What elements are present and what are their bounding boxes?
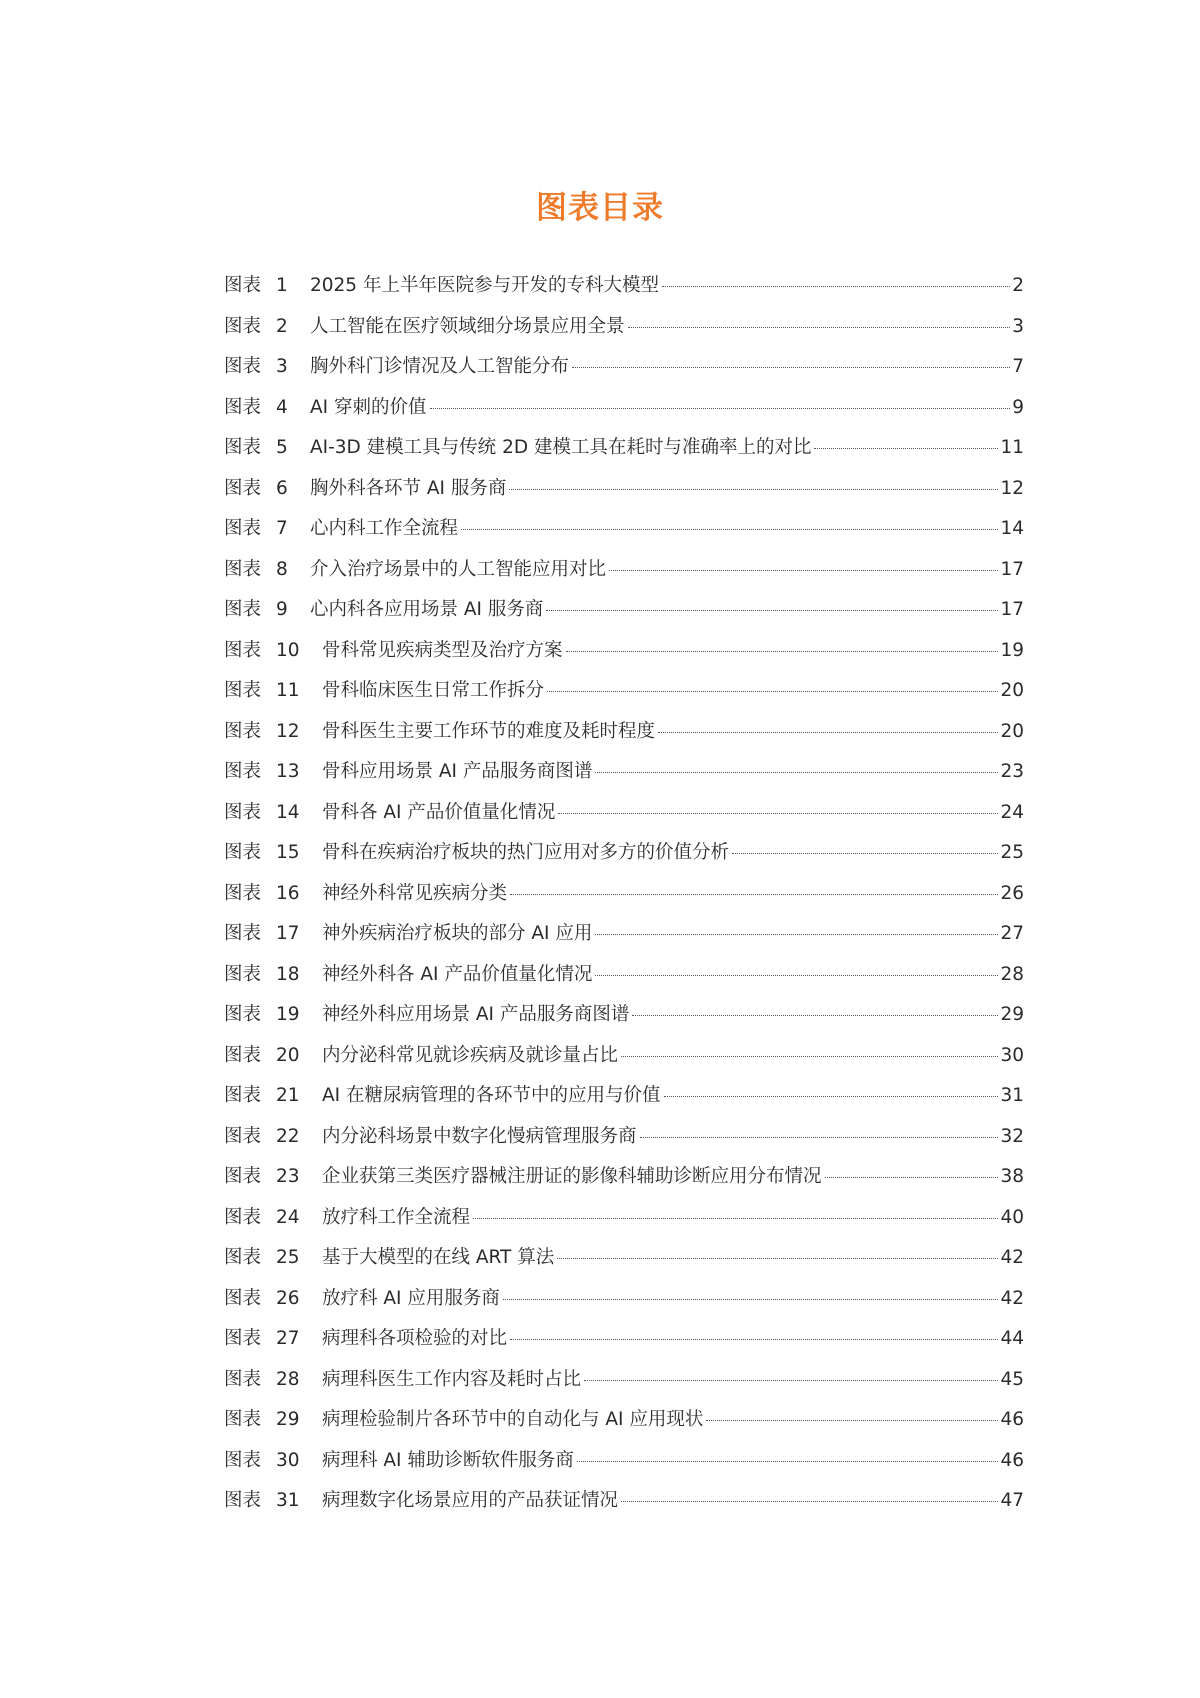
figure-label: 图表 <box>224 720 262 742</box>
dot-leader <box>662 286 1010 287</box>
figure-number: 20 <box>276 1044 300 1066</box>
page-number: 27 <box>1000 923 1024 944</box>
page-number: 12 <box>1000 477 1024 499</box>
figure-label: 图表 <box>224 356 262 377</box>
dot-leader <box>640 1137 999 1138</box>
figure-label: 图表 <box>224 599 262 620</box>
figure-label: 图表 <box>224 761 262 782</box>
figure-entry[interactable] <box>224 960 1024 1001</box>
dot-leader <box>632 1015 998 1016</box>
page-number: 46 <box>1000 1409 1024 1430</box>
figure-entry[interactable] <box>224 1081 1024 1122</box>
page-number: 9 <box>1012 396 1024 418</box>
figure-number: 26 <box>276 1287 300 1309</box>
page-number: 19 <box>1000 639 1024 661</box>
page-number: 26 <box>1000 882 1024 904</box>
figure-entry[interactable] <box>224 1243 1024 1284</box>
figure-entry[interactable] <box>224 595 1024 636</box>
figure-number: 17 <box>276 923 300 944</box>
figure-entry[interactable] <box>224 636 1024 677</box>
page-number: 45 <box>1000 1368 1024 1390</box>
figure-number: 28 <box>276 1368 300 1390</box>
figure-label: 图表 <box>224 396 262 418</box>
dot-leader <box>595 772 998 773</box>
figure-title: 病理检验制片各环节中的自动化与 AI 应用现状 <box>322 1409 704 1430</box>
dot-leader <box>595 934 998 935</box>
figure-entry[interactable] <box>224 879 1024 920</box>
figure-title: AI 在糖尿病管理的各环节中的应用与价值 <box>322 1085 661 1106</box>
figure-label: 图表 <box>224 923 262 944</box>
figure-label: 图表 <box>224 1328 262 1349</box>
figure-entry[interactable] <box>224 798 1024 839</box>
figure-label: 图表 <box>224 1368 262 1390</box>
dot-leader <box>628 327 1011 328</box>
figure-number: 6 <box>276 477 288 499</box>
figure-entry[interactable] <box>224 676 1024 717</box>
figure-entry[interactable] <box>224 717 1024 758</box>
figure-number: 2 <box>276 315 288 337</box>
page-number: 25 <box>1000 842 1024 863</box>
figure-title: 病理科医生工作内容及耗时占比 <box>322 1368 582 1390</box>
figure-entry[interactable] <box>224 1365 1024 1406</box>
figure-entry[interactable] <box>224 1041 1024 1082</box>
figure-label: 图表 <box>224 1085 262 1106</box>
figure-title: 骨科各 AI 产品价值量化情况 <box>322 801 556 823</box>
page-number: 20 <box>1000 720 1024 742</box>
dot-leader <box>595 975 998 976</box>
figure-entry[interactable] <box>224 352 1024 393</box>
figure-number: 3 <box>276 356 288 377</box>
figure-entry[interactable] <box>224 1324 1024 1365</box>
dot-leader <box>503 1299 999 1300</box>
page-number: 47 <box>1000 1490 1024 1511</box>
dot-leader <box>577 1461 999 1462</box>
dot-leader <box>621 1501 998 1502</box>
figure-label: 图表 <box>224 477 262 499</box>
figure-number: 30 <box>276 1449 300 1471</box>
figure-entry[interactable] <box>224 838 1024 879</box>
figure-title: 介入治疗场景中的人工智能应用对比 <box>310 558 607 580</box>
figure-number: 7 <box>276 518 288 539</box>
figure-title: 骨科常见疾病类型及治疗方案 <box>322 639 563 661</box>
page-number: 20 <box>1000 680 1024 701</box>
figure-label: 图表 <box>224 639 262 661</box>
page-number: 32 <box>1000 1125 1024 1147</box>
page-number: 11 <box>1000 437 1024 458</box>
dot-leader <box>732 853 998 854</box>
page-number: 23 <box>1000 761 1024 782</box>
dot-leader <box>609 570 998 571</box>
figure-title: 神经外科各 AI 产品价值量化情况 <box>322 963 593 985</box>
page-number: 38 <box>1000 1166 1024 1187</box>
figure-entry[interactable] <box>224 393 1024 434</box>
figure-number: 10 <box>276 639 300 661</box>
figure-entry[interactable] <box>224 312 1024 353</box>
figure-title: 胸外科门诊情况及人工智能分布 <box>310 356 570 377</box>
figure-title: 骨科临床医生日常工作拆分 <box>322 680 545 701</box>
page-number: 40 <box>1000 1206 1024 1228</box>
dot-leader <box>706 1420 998 1421</box>
figure-title: AI 穿刺的价值 <box>310 396 427 418</box>
figure-title: 企业获第三类医疗器械注册证的影像科辅助诊断应用分布情况 <box>322 1166 822 1187</box>
figure-number: 18 <box>276 963 300 985</box>
figure-label: 图表 <box>224 518 262 539</box>
figure-title: 骨科在疾病治疗板块的热门应用对多方的价值分析 <box>322 842 730 863</box>
figure-title: 骨科医生主要工作环节的难度及耗时程度 <box>322 720 656 742</box>
page-number: 24 <box>1000 801 1024 823</box>
figure-title: 胸外科各环节 AI 服务商 <box>310 477 507 499</box>
figure-label: 图表 <box>224 1287 262 1309</box>
dot-leader <box>509 489 998 490</box>
page-number: 2 <box>1012 275 1024 296</box>
dot-leader <box>473 1218 998 1219</box>
figure-label: 图表 <box>224 1125 262 1147</box>
figure-entry[interactable] <box>224 433 1024 474</box>
figure-label: 图表 <box>224 315 262 337</box>
figure-title: 神外疾病治疗板块的部分 AI 应用 <box>322 923 593 944</box>
page-number: 31 <box>1000 1085 1024 1106</box>
figure-label: 图表 <box>224 882 262 904</box>
figure-entry[interactable] <box>224 1122 1024 1163</box>
page-number: 14 <box>1000 518 1024 539</box>
page-number: 44 <box>1000 1328 1024 1349</box>
figure-entry[interactable] <box>224 1446 1024 1487</box>
figure-number: 5 <box>276 437 288 458</box>
figure-number: 22 <box>276 1125 300 1147</box>
dot-leader <box>557 1258 998 1259</box>
figure-number: 9 <box>276 599 288 620</box>
figure-title: 内分泌科场景中数字化慢病管理服务商 <box>322 1125 637 1147</box>
figure-entry[interactable] <box>224 271 1024 312</box>
figure-number: 13 <box>276 761 300 782</box>
figure-title: 心内科各应用场景 AI 服务商 <box>310 599 544 620</box>
page-number: 17 <box>1000 558 1024 580</box>
figure-label: 图表 <box>224 437 262 458</box>
figure-title: 病理科各项检验的对比 <box>322 1328 508 1349</box>
figure-number: 29 <box>276 1409 300 1430</box>
page-number: 17 <box>1000 599 1024 620</box>
dot-leader <box>566 651 999 652</box>
dot-leader <box>658 732 998 733</box>
figure-number: 27 <box>276 1328 300 1349</box>
dot-leader <box>558 813 998 814</box>
page-number: 42 <box>1000 1287 1024 1309</box>
figure-title: 病理科 AI 辅助诊断软件服务商 <box>322 1449 574 1471</box>
figure-number: 21 <box>276 1085 300 1106</box>
figure-title: 骨科应用场景 AI 产品服务商图谱 <box>322 761 593 782</box>
page-number: 42 <box>1000 1247 1024 1268</box>
figure-entry[interactable] <box>224 919 1024 960</box>
figure-entry[interactable] <box>224 1162 1024 1203</box>
figure-entry[interactable] <box>224 1405 1024 1446</box>
page-number: 7 <box>1012 356 1024 377</box>
dot-leader <box>461 529 998 530</box>
figure-label: 图表 <box>224 801 262 823</box>
figure-entry[interactable] <box>224 555 1024 596</box>
figure-entry[interactable] <box>224 474 1024 515</box>
figure-entry[interactable] <box>224 1000 1024 1041</box>
page-number: 46 <box>1000 1449 1024 1471</box>
dot-leader <box>546 610 998 611</box>
page-number: 30 <box>1000 1044 1024 1066</box>
figure-title: 心内科工作全流程 <box>310 518 459 539</box>
figure-title: 基于大模型的在线 ART 算法 <box>322 1247 555 1268</box>
figure-number: 1 <box>276 275 288 296</box>
dot-leader <box>825 1177 999 1178</box>
dot-leader <box>510 1339 998 1340</box>
dot-leader <box>584 1380 998 1381</box>
figure-title: 2025 年上半年医院参与开发的专科大模型 <box>310 275 659 296</box>
dot-leader <box>664 1096 999 1097</box>
figure-number: 15 <box>276 842 300 863</box>
page-title: 图表目录 <box>536 190 664 226</box>
figure-label: 图表 <box>224 1247 262 1268</box>
dot-leader <box>547 691 998 692</box>
figure-label: 图表 <box>224 1166 262 1187</box>
figure-label: 图表 <box>224 1490 262 1511</box>
figure-title: 病理数字化场景应用的产品获证情况 <box>322 1490 619 1511</box>
figure-number: 31 <box>276 1490 300 1511</box>
figure-label: 图表 <box>224 1206 262 1228</box>
page-number: 29 <box>1000 1004 1024 1025</box>
dot-leader <box>430 408 1011 409</box>
figure-title: 神经外科常见疾病分类 <box>322 882 508 904</box>
figure-number: 24 <box>276 1206 300 1228</box>
page-number: 3 <box>1012 315 1024 337</box>
figure-title: 放疗科 AI 应用服务商 <box>322 1287 500 1309</box>
figure-label: 图表 <box>224 1449 262 1471</box>
figure-number: 19 <box>276 1004 300 1025</box>
figure-list <box>224 271 1024 1527</box>
figure-label: 图表 <box>224 680 262 701</box>
figure-number: 16 <box>276 882 300 904</box>
figure-label: 图表 <box>224 558 262 580</box>
figure-label: 图表 <box>224 963 262 985</box>
figure-entry[interactable] <box>224 757 1024 798</box>
figure-label: 图表 <box>224 1409 262 1430</box>
dot-leader <box>814 448 998 449</box>
figure-title: 放疗科工作全流程 <box>322 1206 471 1228</box>
figure-number: 11 <box>276 680 300 701</box>
figure-number: 25 <box>276 1247 300 1268</box>
figure-number: 12 <box>276 720 300 742</box>
figure-number: 4 <box>276 396 288 418</box>
figure-number: 23 <box>276 1166 300 1187</box>
figure-title: 神经外科应用场景 AI 产品服务商图谱 <box>322 1004 630 1025</box>
figure-title: AI-3D 建模工具与传统 2D 建模工具在耗时与准确率上的对比 <box>310 437 812 458</box>
page-number: 28 <box>1000 963 1024 985</box>
figure-number: 14 <box>276 801 300 823</box>
figure-label: 图表 <box>224 275 262 296</box>
figure-entry[interactable] <box>224 1486 1024 1527</box>
dot-leader <box>572 367 1010 368</box>
figure-entry[interactable] <box>224 514 1024 555</box>
figure-label: 图表 <box>224 1004 262 1025</box>
figure-title: 人工智能在医疗领域细分场景应用全景 <box>310 315 625 337</box>
figure-label: 图表 <box>224 1044 262 1066</box>
dot-leader <box>621 1056 998 1057</box>
figure-entry[interactable] <box>224 1284 1024 1325</box>
dot-leader <box>510 894 998 895</box>
figure-title: 内分泌科常见就诊疾病及就诊量占比 <box>322 1044 619 1066</box>
figure-number: 8 <box>276 558 288 580</box>
figure-label: 图表 <box>224 842 262 863</box>
figure-entry[interactable] <box>224 1203 1024 1244</box>
